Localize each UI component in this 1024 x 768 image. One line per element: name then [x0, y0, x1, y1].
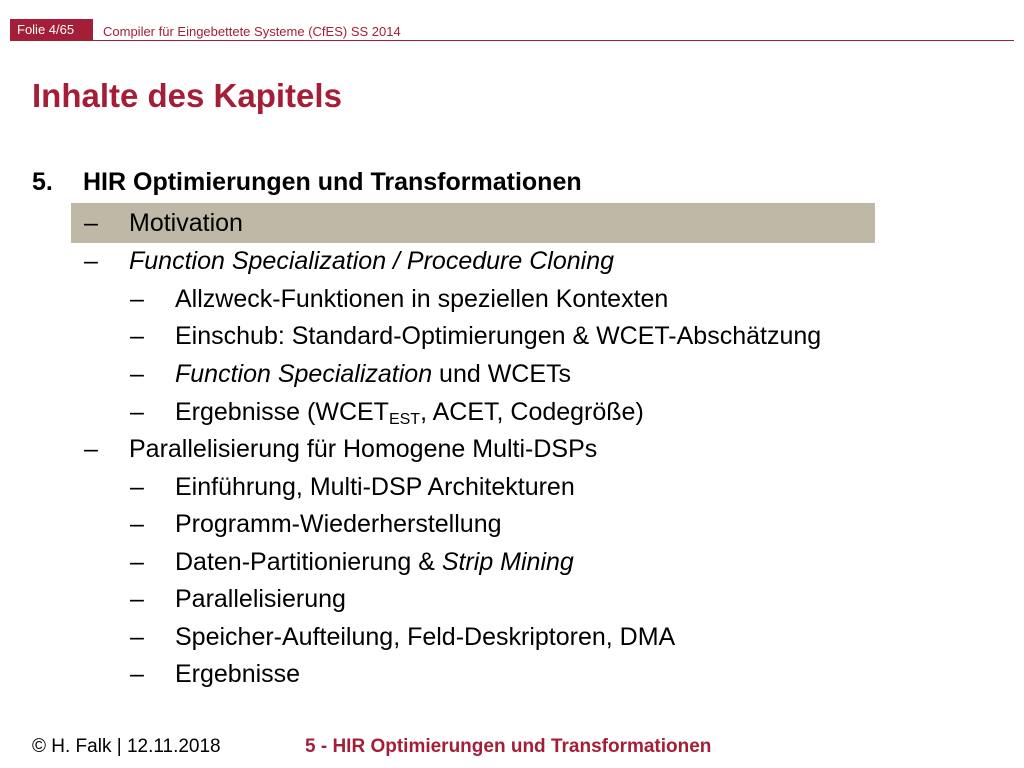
- bullet-dash: –: [130, 398, 144, 426]
- list-item-parallelisierung: [130, 582, 346, 616]
- item-label-b: , ACET, Codegröße): [420, 398, 644, 426]
- item-label: Daten-Partitionierung &: [175, 548, 442, 576]
- list-item-einschub: [130, 319, 821, 353]
- item-label-a: Ergebnisse (WCET: [175, 398, 389, 426]
- list-item-ergebnisse: [130, 657, 300, 691]
- list-item-speicher: [130, 620, 675, 654]
- item-label: Parallelisierung: [175, 585, 346, 613]
- bullet-dash: –: [84, 247, 98, 275]
- item-label: Speicher-Aufteilung, Feld-Deskriptoren, DMA: [175, 623, 676, 651]
- bullet-dash: –: [130, 585, 144, 613]
- bullet-dash: –: [130, 660, 144, 688]
- slide-title: Inhalte des Kapitels: [32, 77, 342, 114]
- section-heading: [32, 166, 582, 198]
- list-item-parallelisierung-dsps: [84, 432, 597, 466]
- item-label: Parallelisierung für Homogene Multi-DSPs: [129, 435, 598, 463]
- bullet-dash: –: [130, 473, 144, 501]
- item-label: Function Specialization / Procedure Cloning: [129, 247, 614, 275]
- list-item-programm: [130, 507, 502, 541]
- footer-chapter: 5 - HIR Optimierungen und Transformationen: [305, 736, 712, 757]
- bullet-dash: –: [84, 435, 98, 463]
- item-label-rest: und WCETs: [432, 360, 572, 388]
- list-item-motivation: [84, 206, 243, 240]
- list-item-allzweck: [130, 282, 668, 316]
- bullet-dash: –: [84, 209, 98, 237]
- list-item-daten: [130, 545, 574, 579]
- list-item-einfuehrung: [130, 470, 575, 504]
- item-label: Einführung, Multi-DSP Architekturen: [175, 473, 575, 501]
- item-label-subscript: EST: [388, 411, 421, 428]
- bullet-dash: –: [130, 623, 144, 651]
- bullet-dash: –: [130, 285, 144, 313]
- bullet-dash: –: [130, 322, 144, 350]
- item-label-italic: Function Specialization: [175, 360, 433, 388]
- header-divider: [10, 40, 1014, 41]
- bullet-dash: –: [130, 360, 144, 388]
- bullet-dash: –: [130, 510, 144, 538]
- footer-author-date: © H. Falk | 12.11.2018: [32, 736, 221, 757]
- item-label: Allzweck-Funktionen in speziellen Kontexten: [175, 285, 669, 313]
- list-item-ergebnisse-wcet: [130, 395, 644, 429]
- item-label: Einschub: Standard-Optimierungen & WCET-Abschätzung: [175, 322, 822, 350]
- item-label: Motivation: [129, 209, 243, 237]
- section-number: 5.: [32, 168, 53, 196]
- item-label: Programm-Wiederherstellung: [175, 510, 502, 538]
- bullet-dash: –: [130, 548, 144, 576]
- list-item-function-specialization: [84, 244, 614, 278]
- item-label: Ergebnisse: [175, 660, 301, 688]
- course-title: Compiler für Eingebettete Systeme (CfES) SS 2014: [103, 24, 401, 39]
- section-title: HIR Optimierungen und Transformationen: [83, 168, 582, 196]
- list-item-fs-wcets: [130, 357, 571, 391]
- slide-number-badge: Folie 4/65: [10, 19, 93, 40]
- item-label-italic: Strip Mining: [441, 548, 574, 576]
